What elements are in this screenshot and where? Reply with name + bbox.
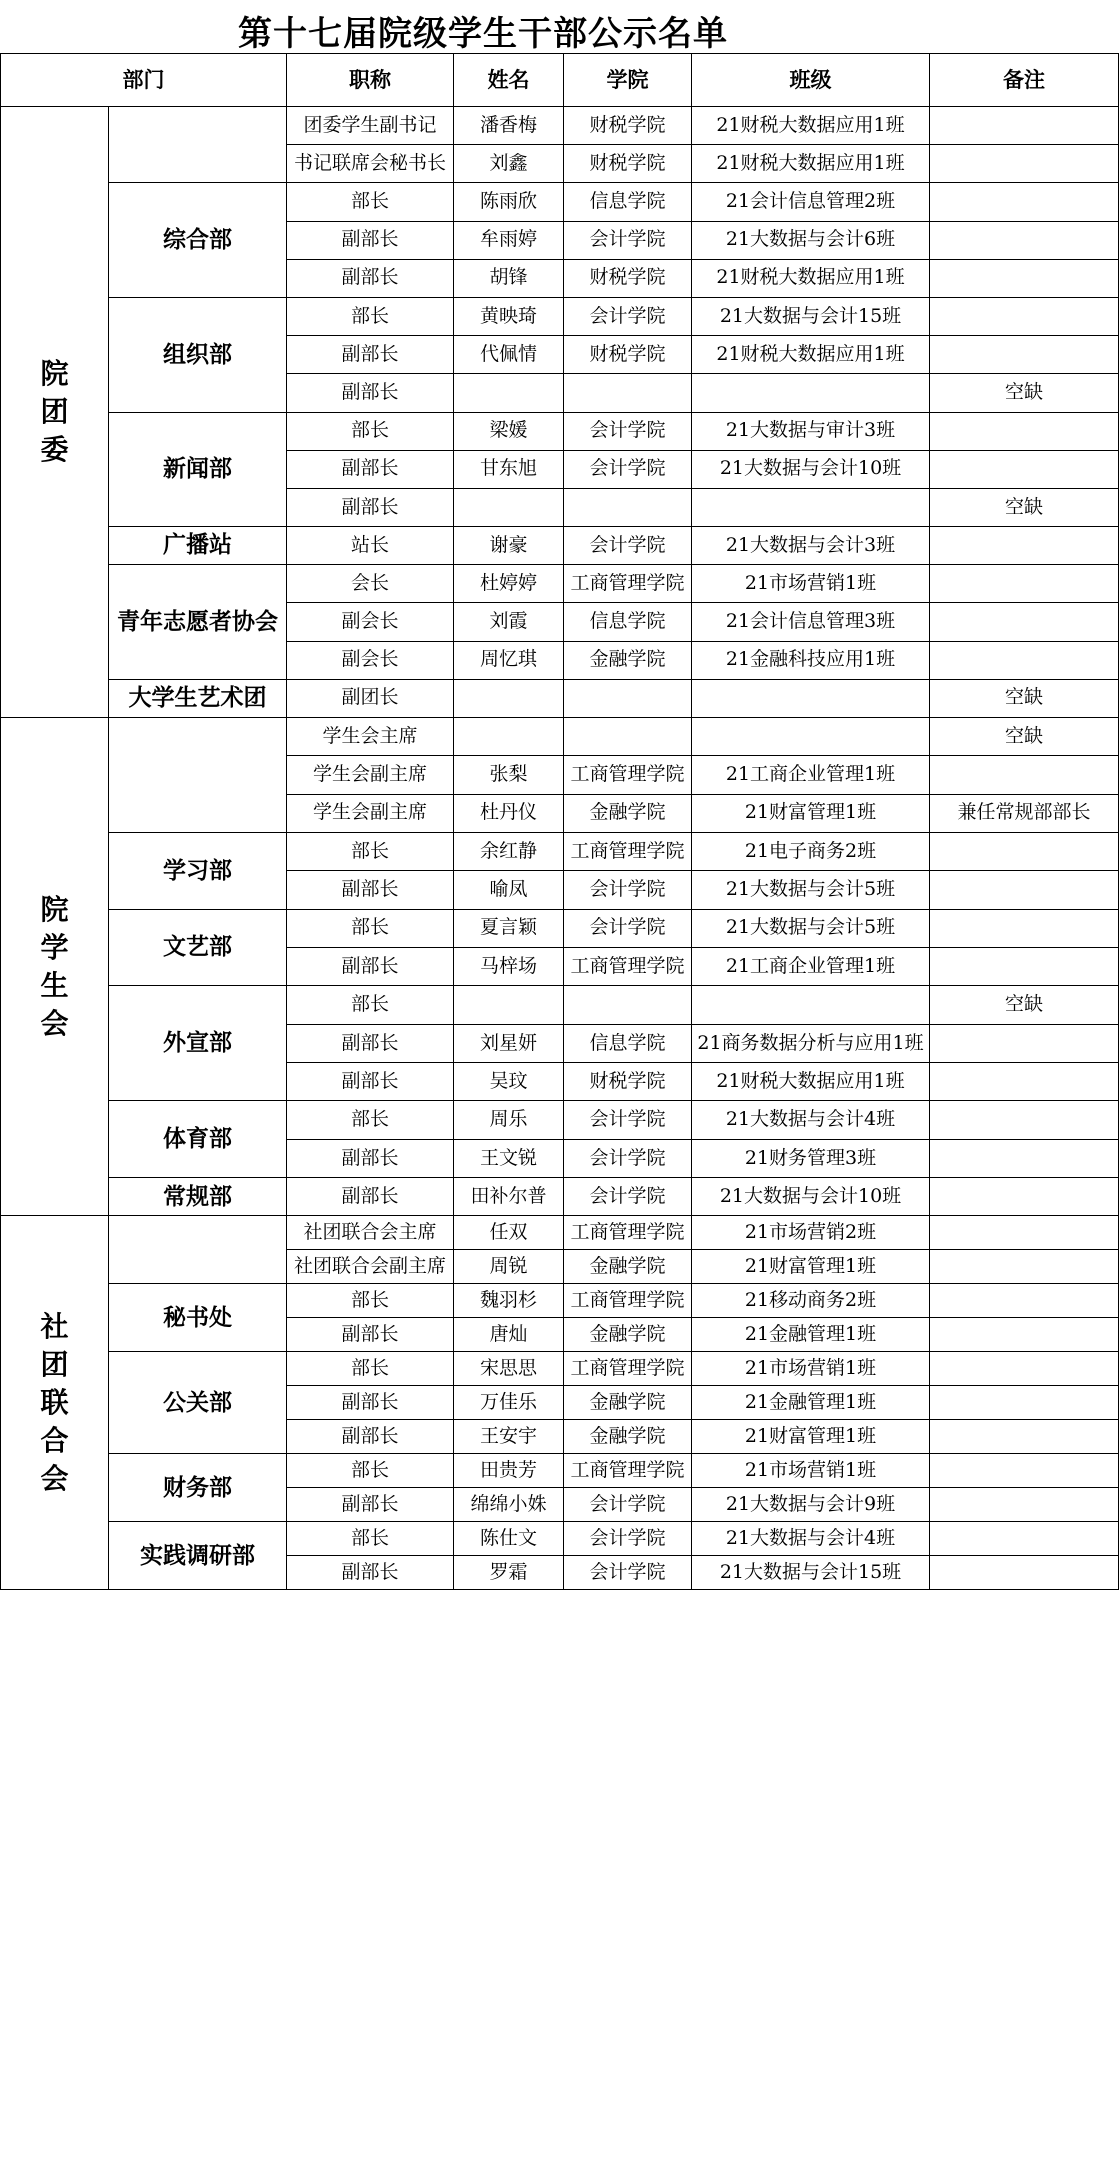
name-cell: 杜丹仪	[454, 794, 564, 832]
name-cell: 田贵芳	[454, 1454, 564, 1488]
class-cell: 21大数据与会计15班	[692, 297, 930, 335]
class-cell: 21电子商务2班	[692, 833, 930, 871]
name-cell: 王安宇	[454, 1420, 564, 1454]
note-cell	[930, 833, 1119, 871]
class-cell: 21大数据与审计3班	[692, 412, 930, 450]
note-cell	[930, 909, 1119, 947]
role-cell: 副部长	[287, 1318, 454, 1352]
college-cell: 会计学院	[564, 527, 692, 565]
class-cell: 21财税大数据应用1班	[692, 1063, 930, 1101]
class-cell: 21大数据与会计10班	[692, 1178, 930, 1216]
role-cell: 副部长	[287, 1420, 454, 1454]
college-cell: 会计学院	[564, 909, 692, 947]
name-cell: 万佳乐	[454, 1386, 564, 1420]
college-cell	[564, 374, 692, 412]
role-cell: 部长	[287, 1284, 454, 1318]
dept-name: 外宣部	[109, 986, 287, 1101]
role-cell: 部长	[287, 1522, 454, 1556]
class-cell: 21财税大数据应用1班	[692, 336, 930, 374]
class-cell: 21工商企业管理1班	[692, 948, 930, 986]
header-class: 班级	[692, 54, 930, 107]
college-cell: 工商管理学院	[564, 948, 692, 986]
role-cell: 学生会主席	[287, 718, 454, 756]
class-cell: 21财富管理1班	[692, 1420, 930, 1454]
header-name: 姓名	[454, 54, 564, 107]
class-cell: 21大数据与会计3班	[692, 527, 930, 565]
class-cell: 21市场营销1班	[692, 565, 930, 603]
college-cell: 会计学院	[564, 297, 692, 335]
name-cell: 田补尔普	[454, 1178, 564, 1216]
note-cell: 兼任常规部部长	[930, 794, 1119, 832]
dept-name: 常规部	[109, 1178, 287, 1216]
college-cell: 财税学院	[564, 336, 692, 374]
college-cell: 金融学院	[564, 1250, 692, 1284]
table-row	[1, 833, 1119, 871]
name-cell: 潘香梅	[454, 107, 564, 145]
name-cell: 周乐	[454, 1101, 564, 1139]
role-cell: 副部长	[287, 1063, 454, 1101]
class-cell	[692, 718, 930, 756]
college-cell: 会计学院	[564, 1178, 692, 1216]
table-row	[1, 297, 1119, 335]
table-row	[1, 1352, 1119, 1386]
note-cell	[930, 145, 1119, 183]
college-cell: 金融学院	[564, 1386, 692, 1420]
name-cell: 喻凤	[454, 871, 564, 909]
name-cell: 绵绵小姝	[454, 1488, 564, 1522]
table-row	[1, 1178, 1119, 1216]
note-cell	[930, 641, 1119, 679]
table-row	[1, 1101, 1119, 1139]
role-cell: 副部长	[287, 374, 454, 412]
role-cell: 副会长	[287, 603, 454, 641]
college-cell: 财税学院	[564, 107, 692, 145]
name-cell: 谢豪	[454, 527, 564, 565]
note-cell	[930, 183, 1119, 221]
class-cell: 21财富管理1班	[692, 794, 930, 832]
note-cell	[930, 1139, 1119, 1177]
college-cell	[564, 679, 692, 717]
college-cell: 会计学院	[564, 450, 692, 488]
name-cell: 刘霞	[454, 603, 564, 641]
role-cell: 部长	[287, 1352, 454, 1386]
header-dept: 部门	[1, 54, 287, 107]
college-cell: 工商管理学院	[564, 1216, 692, 1250]
class-cell: 21金融管理1班	[692, 1318, 930, 1352]
class-cell: 21金融科技应用1班	[692, 641, 930, 679]
class-cell: 21市场营销2班	[692, 1216, 930, 1250]
page-title: 第十七届院级学生干部公示名单	[238, 14, 728, 54]
college-cell: 会计学院	[564, 221, 692, 259]
role-cell: 学生会副主席	[287, 756, 454, 794]
class-cell: 21移动商务2班	[692, 1284, 930, 1318]
note-cell	[930, 527, 1119, 565]
note-cell	[930, 1386, 1119, 1420]
name-cell: 黄映琦	[454, 297, 564, 335]
name-cell: 梁媛	[454, 412, 564, 450]
note-cell	[930, 756, 1119, 794]
class-cell: 21大数据与会计9班	[692, 1488, 930, 1522]
org-cell	[1, 107, 109, 718]
dept-name: 实践调研部	[109, 1522, 287, 1590]
name-cell	[454, 374, 564, 412]
college-cell	[564, 986, 692, 1024]
name-cell: 魏羽杉	[454, 1284, 564, 1318]
college-cell: 信息学院	[564, 183, 692, 221]
table-row	[1, 412, 1119, 450]
note-cell	[930, 1284, 1119, 1318]
college-cell	[564, 488, 692, 526]
header-row	[1, 54, 1119, 107]
dept-name: 新闻部	[109, 412, 287, 527]
dept-name: 文艺部	[109, 909, 287, 986]
college-cell: 工商管理学院	[564, 1454, 692, 1488]
class-cell: 21大数据与会计6班	[692, 221, 930, 259]
role-cell: 团委学生副书记	[287, 107, 454, 145]
note-cell	[930, 1250, 1119, 1284]
role-cell: 副部长	[287, 1386, 454, 1420]
role-cell: 副部长	[287, 1488, 454, 1522]
note-cell: 空缺	[930, 374, 1119, 412]
class-cell: 21财税大数据应用1班	[692, 259, 930, 297]
class-cell: 21市场营销1班	[692, 1454, 930, 1488]
class-cell: 21大数据与会计15班	[692, 1556, 930, 1590]
dept-name	[109, 107, 287, 183]
role-cell: 部长	[287, 1454, 454, 1488]
note-cell	[930, 1454, 1119, 1488]
note-cell	[930, 1420, 1119, 1454]
name-cell	[454, 718, 564, 756]
dept-name: 广播站	[109, 527, 287, 565]
name-cell	[454, 986, 564, 1024]
name-cell: 甘东旭	[454, 450, 564, 488]
note-cell	[930, 948, 1119, 986]
role-cell: 部长	[287, 412, 454, 450]
dept-name: 学习部	[109, 833, 287, 910]
note-cell	[930, 1318, 1119, 1352]
name-cell: 罗霜	[454, 1556, 564, 1590]
college-cell: 财税学院	[564, 1063, 692, 1101]
note-cell	[930, 450, 1119, 488]
note-cell	[930, 1101, 1119, 1139]
name-cell: 宋思思	[454, 1352, 564, 1386]
class-cell: 21大数据与会计5班	[692, 871, 930, 909]
class-cell: 21大数据与会计5班	[692, 909, 930, 947]
note-cell	[930, 107, 1119, 145]
note-cell	[930, 412, 1119, 450]
name-cell: 张梨	[454, 756, 564, 794]
role-cell: 副部长	[287, 1178, 454, 1216]
role-cell: 副部长	[287, 450, 454, 488]
class-cell: 21会计信息管理2班	[692, 183, 930, 221]
table-row	[1, 909, 1119, 947]
class-cell	[692, 488, 930, 526]
dept-name: 财务部	[109, 1454, 287, 1522]
role-cell: 副会长	[287, 641, 454, 679]
college-cell: 会计学院	[564, 1101, 692, 1139]
class-cell: 21工商企业管理1班	[692, 756, 930, 794]
table-row	[1, 527, 1119, 565]
college-cell: 会计学院	[564, 1522, 692, 1556]
role-cell: 部长	[287, 183, 454, 221]
table-row	[1, 679, 1119, 717]
name-cell: 刘星妍	[454, 1024, 564, 1062]
header-role: 职称	[287, 54, 454, 107]
name-cell	[454, 488, 564, 526]
note-cell	[930, 1024, 1119, 1062]
college-cell: 会计学院	[564, 1556, 692, 1590]
name-cell: 胡锋	[454, 259, 564, 297]
college-cell: 信息学院	[564, 603, 692, 641]
name-cell: 唐灿	[454, 1318, 564, 1352]
note-cell	[930, 1178, 1119, 1216]
college-cell: 工商管理学院	[564, 833, 692, 871]
role-cell: 副部长	[287, 336, 454, 374]
note-cell	[930, 259, 1119, 297]
college-cell: 工商管理学院	[564, 565, 692, 603]
name-cell: 任双	[454, 1216, 564, 1250]
role-cell: 部长	[287, 833, 454, 871]
role-cell: 副部长	[287, 1024, 454, 1062]
college-cell: 金融学院	[564, 1318, 692, 1352]
role-cell: 部长	[287, 909, 454, 947]
dept-name: 大学生艺术团	[109, 679, 287, 717]
table-row	[1, 1454, 1119, 1488]
header-college: 学院	[564, 54, 692, 107]
role-cell: 社团联合会副主席	[287, 1250, 454, 1284]
college-cell: 金融学院	[564, 1420, 692, 1454]
table-row	[1, 565, 1119, 603]
dept-name: 青年志愿者协会	[109, 565, 287, 680]
name-cell: 陈雨欣	[454, 183, 564, 221]
class-cell: 21大数据与会计10班	[692, 450, 930, 488]
header-note: 备注	[930, 54, 1119, 107]
note-cell: 空缺	[930, 679, 1119, 717]
role-cell: 部长	[287, 297, 454, 335]
dept-name	[109, 1216, 287, 1284]
name-cell: 周锐	[454, 1250, 564, 1284]
class-cell	[692, 986, 930, 1024]
name-cell: 马梓场	[454, 948, 564, 986]
note-cell	[930, 1488, 1119, 1522]
note-cell	[930, 871, 1119, 909]
role-cell: 副团长	[287, 679, 454, 717]
class-cell: 21财税大数据应用1班	[692, 107, 930, 145]
note-cell: 空缺	[930, 718, 1119, 756]
role-cell: 会长	[287, 565, 454, 603]
dept-name	[109, 718, 287, 833]
name-cell: 吴玟	[454, 1063, 564, 1101]
college-cell: 金融学院	[564, 641, 692, 679]
college-cell: 信息学院	[564, 1024, 692, 1062]
class-cell: 21会计信息管理3班	[692, 603, 930, 641]
table-row	[1, 1216, 1119, 1250]
role-cell: 副部长	[287, 871, 454, 909]
class-cell	[692, 679, 930, 717]
class-cell: 21财富管理1班	[692, 1250, 930, 1284]
note-cell	[930, 603, 1119, 641]
college-cell: 金融学院	[564, 794, 692, 832]
org-cell	[1, 1216, 109, 1590]
table-row	[1, 107, 1119, 145]
org-name: 院学生会	[40, 893, 69, 1040]
table-row	[1, 183, 1119, 221]
role-cell: 副部长	[287, 259, 454, 297]
name-cell: 周忆琪	[454, 641, 564, 679]
college-cell: 财税学院	[564, 259, 692, 297]
note-cell	[930, 297, 1119, 335]
note-cell	[930, 1522, 1119, 1556]
role-cell: 副部长	[287, 488, 454, 526]
role-cell: 副部长	[287, 1139, 454, 1177]
name-cell: 牟雨婷	[454, 221, 564, 259]
class-cell: 21商务数据分析与应用1班	[692, 1024, 930, 1062]
college-cell: 财税学院	[564, 145, 692, 183]
note-cell	[930, 221, 1119, 259]
org-name: 院团委	[40, 357, 69, 466]
note-cell	[930, 1216, 1119, 1250]
note-cell	[930, 1352, 1119, 1386]
table-row	[1, 986, 1119, 1024]
table-row	[1, 718, 1119, 756]
org-name: 社团联合会	[40, 1310, 69, 1495]
name-cell: 陈仕文	[454, 1522, 564, 1556]
name-cell: 杜婷婷	[454, 565, 564, 603]
table-row	[1, 1284, 1119, 1318]
role-cell: 副部长	[287, 1556, 454, 1590]
name-cell: 刘鑫	[454, 145, 564, 183]
college-cell: 工商管理学院	[564, 1352, 692, 1386]
class-cell: 21大数据与会计4班	[692, 1522, 930, 1556]
role-cell: 副部长	[287, 948, 454, 986]
role-cell: 部长	[287, 1101, 454, 1139]
page-title-bar	[0, 0, 1120, 54]
note-cell	[930, 1556, 1119, 1590]
dept-name: 体育部	[109, 1101, 287, 1178]
name-cell: 余红静	[454, 833, 564, 871]
dept-name: 组织部	[109, 297, 287, 412]
name-cell: 夏言颖	[454, 909, 564, 947]
college-cell: 工商管理学院	[564, 1284, 692, 1318]
note-cell: 空缺	[930, 488, 1119, 526]
class-cell	[692, 374, 930, 412]
dept-name: 公关部	[109, 1352, 287, 1454]
role-cell: 学生会副主席	[287, 794, 454, 832]
college-cell: 会计学院	[564, 1139, 692, 1177]
college-cell: 会计学院	[564, 1488, 692, 1522]
college-cell: 会计学院	[564, 871, 692, 909]
class-cell: 21财务管理3班	[692, 1139, 930, 1177]
role-cell: 书记联席会秘书长	[287, 145, 454, 183]
name-cell: 代佩情	[454, 336, 564, 374]
name-cell: 王文锐	[454, 1139, 564, 1177]
note-cell	[930, 565, 1119, 603]
class-cell: 21市场营销1班	[692, 1352, 930, 1386]
class-cell: 21财税大数据应用1班	[692, 145, 930, 183]
org-cell	[1, 718, 109, 1216]
class-cell: 21大数据与会计4班	[692, 1101, 930, 1139]
name-cell	[454, 679, 564, 717]
role-cell: 部长	[287, 986, 454, 1024]
role-cell: 副部长	[287, 221, 454, 259]
table-row	[1, 1522, 1119, 1556]
role-cell: 社团联合会主席	[287, 1216, 454, 1250]
dept-name: 秘书处	[109, 1284, 287, 1352]
roster-table	[0, 53, 1119, 1590]
note-cell	[930, 1063, 1119, 1101]
role-cell: 站长	[287, 527, 454, 565]
college-cell: 会计学院	[564, 412, 692, 450]
college-cell: 工商管理学院	[564, 756, 692, 794]
college-cell	[564, 718, 692, 756]
note-cell	[930, 336, 1119, 374]
roster-body	[1, 107, 1119, 1590]
dept-name: 综合部	[109, 183, 287, 298]
note-cell: 空缺	[930, 986, 1119, 1024]
class-cell: 21金融管理1班	[692, 1386, 930, 1420]
